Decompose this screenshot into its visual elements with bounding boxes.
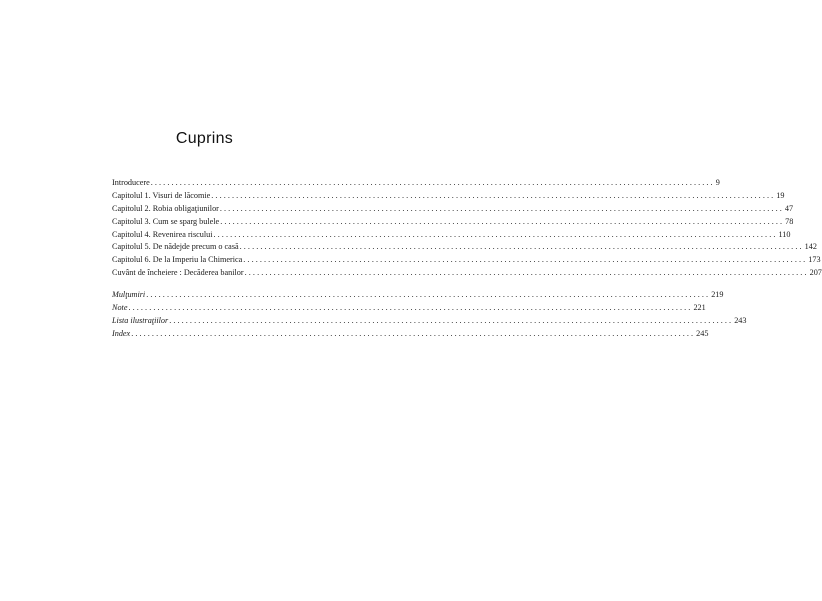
toc-entry — [112, 267, 822, 280]
page-title: Cuprins — [175, 130, 234, 147]
dot-leader: ........................................................................................................................................ — [243, 255, 808, 265]
dot-leader: ........................................................................................................................................ — [213, 229, 778, 239]
toc-entry-page: 9 — [715, 178, 720, 187]
toc-entry-label: Mulţumiri — [112, 290, 146, 299]
toc-entry — [112, 229, 791, 242]
toc-entry-page: 173 — [808, 255, 821, 265]
toc-entry — [112, 254, 821, 267]
toc-entry-page: 219 — [711, 290, 724, 299]
toc-entry — [112, 203, 794, 216]
toc-entry-page: 142 — [804, 242, 817, 252]
dot-leader: ........................................................................................................................................ — [128, 302, 693, 312]
toc-entry-page: 245 — [696, 328, 709, 338]
toc-entry-label: Lista ilustraţiilor — [112, 315, 169, 325]
toc-entry — [112, 315, 747, 328]
toc-entry-page: 221 — [693, 302, 706, 312]
dot-leader: ........................................................................................................................................ — [131, 328, 696, 338]
dot-leader: ........................................................................................................................................ — [219, 203, 784, 213]
toc-entry-label: Capitolul 2. Robia obligaţiunilor — [112, 203, 219, 213]
toc-entry-label: Cuvânt de încheiere : Decăderea banilor — [112, 268, 244, 278]
toc-entry-page: 78 — [785, 216, 794, 226]
toc-entry-label: Note — [112, 302, 128, 312]
dot-leader: ........................................................................................................................................ — [220, 216, 785, 226]
toc-entry-label: Capitolul 5. De nădejde precum o casă — [112, 242, 239, 252]
toc-entry — [112, 289, 724, 302]
toc-entry-label: Capitolul 6. De la Imperiu la Chimerica — [112, 255, 243, 265]
toc-entry-page: 243 — [734, 315, 747, 325]
toc-entry-label: Capitolul 3. Cum se sparg bulele — [112, 216, 220, 226]
toc-entry-label: Index — [112, 328, 131, 338]
toc-entry — [112, 216, 794, 229]
dot-leader: ........................................................................................................................................ — [146, 290, 711, 299]
toc-entry — [112, 328, 709, 341]
toc-entry — [112, 190, 785, 203]
toc-entry — [112, 177, 720, 190]
toc-entry-page: 47 — [784, 203, 794, 213]
dot-leader: ........................................................................................................................................ — [150, 178, 715, 187]
toc-entry-label: Introducere — [112, 178, 150, 187]
toc-entry-page: 19 — [776, 190, 785, 200]
dot-leader: ........................................................................................................................................ — [211, 190, 776, 200]
toc-main-section — [112, 177, 822, 280]
toc-entry — [112, 302, 706, 315]
toc-entry-page: 207 — [809, 268, 822, 278]
dot-leader: ........................................................................................................................................ — [239, 242, 804, 252]
toc-entry-label: Capitolul 4. Revenirea riscului — [112, 229, 213, 239]
dot-leader: ........................................................................................................................................ — [169, 315, 734, 325]
toc-entry — [112, 241, 817, 254]
dot-leader: ........................................................................................................................................ — [244, 268, 809, 278]
toc-back-matter-section — [112, 289, 747, 341]
toc-entry-label: Capitolul 1. Visuri de lăcomie — [112, 190, 211, 200]
toc-entry-page: 110 — [778, 229, 791, 239]
